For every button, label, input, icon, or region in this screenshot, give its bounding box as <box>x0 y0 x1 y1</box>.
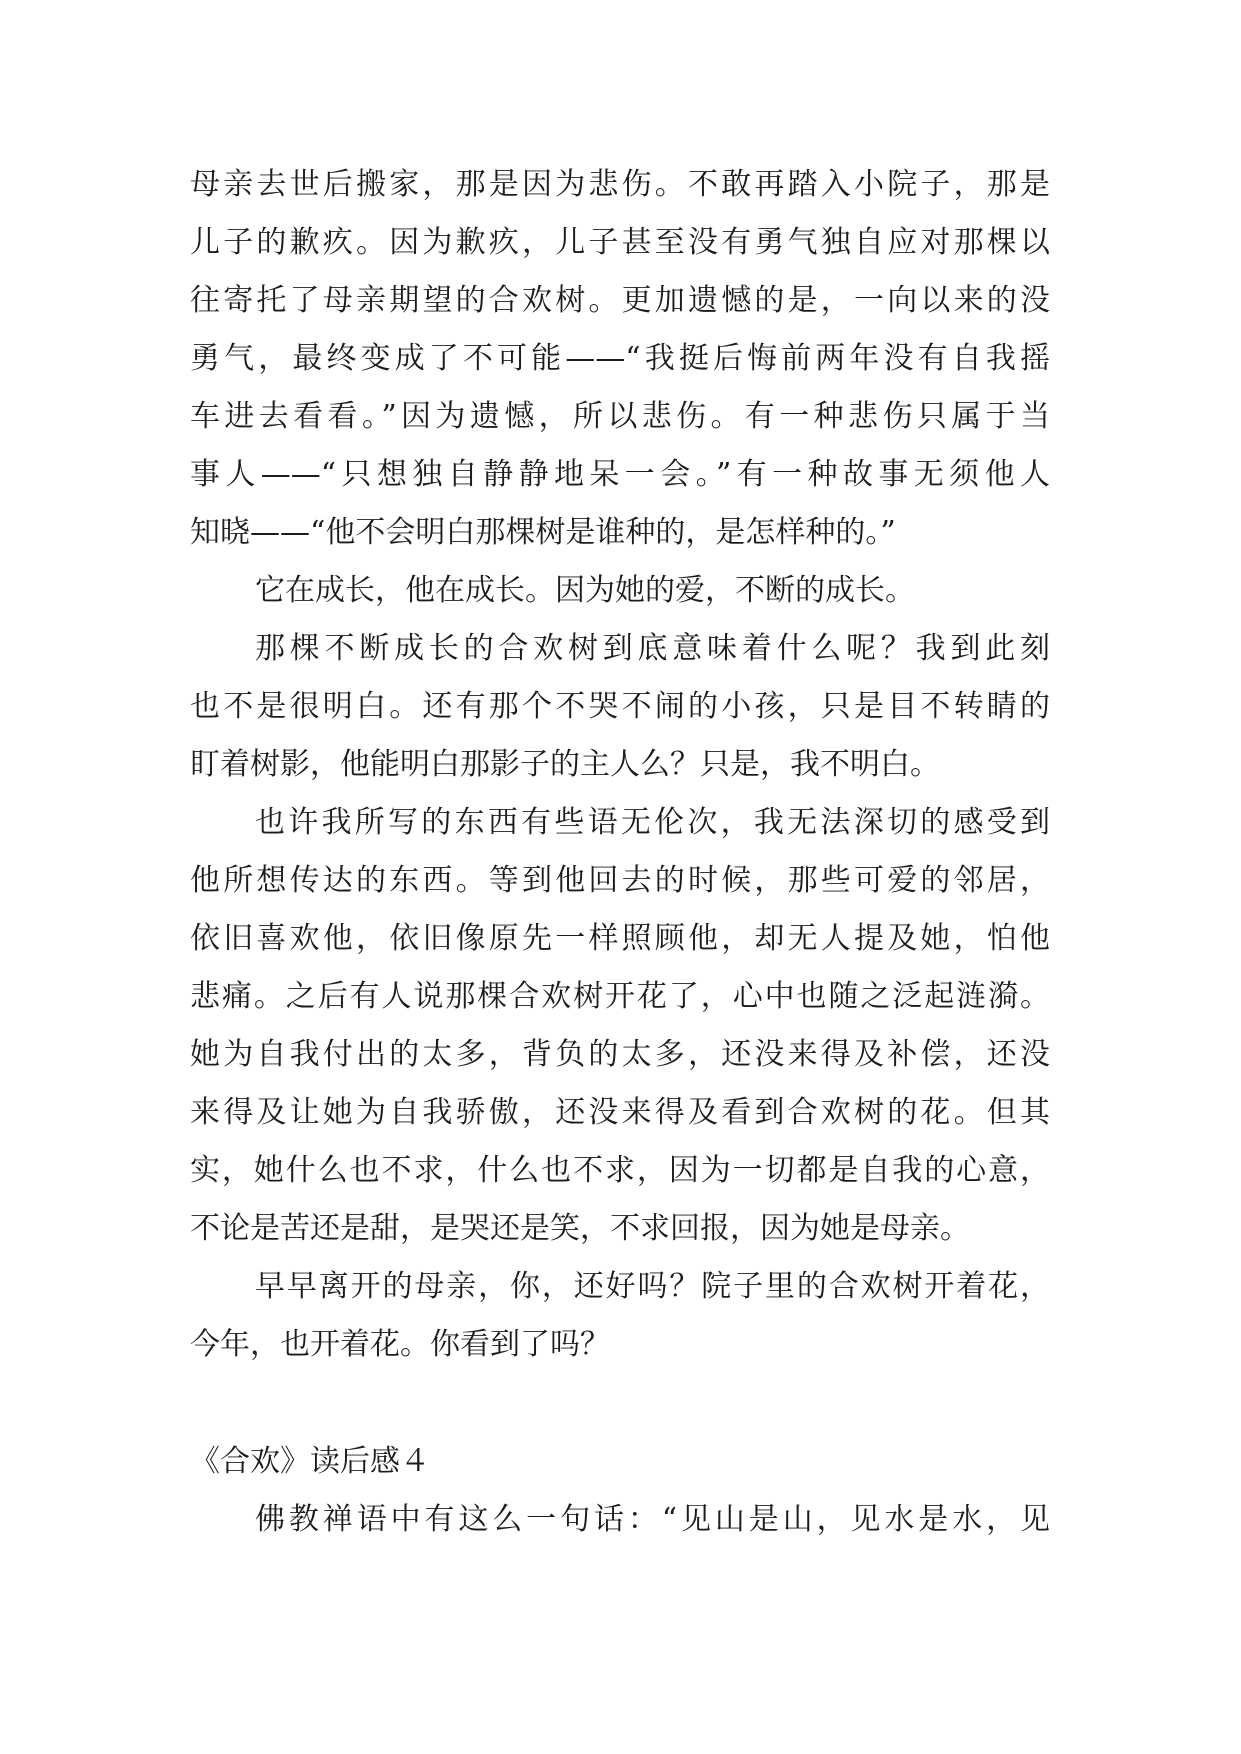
text-line: 母亲去世后搬家，那是因为悲伤。不敢再踏入小院子，那是 <box>190 167 1050 202</box>
text-line: 来得及让她为自我骄傲，还没来得及看到合欢树的花。但其 <box>190 1095 1050 1130</box>
text-line: 勇气，最终变成了不可能——“我挺后悔前两年没有自我摇 <box>190 341 1050 376</box>
paragraph-line: 它在成长，他在成长。因为她的爱，不断的成长。 <box>255 573 915 608</box>
text-line: 他所想传达的东西。等到他回去的时候，那些可爱的邻居， <box>190 863 1050 898</box>
text-line: 往寄托了母亲期望的合欢树。更加遗憾的是，一向以来的没 <box>190 283 1050 318</box>
text-line: 悲痛。之后有人说那棵合欢树开花了，心中也随之泛起涟漪。 <box>190 979 1050 1014</box>
section-heading: 《合欢》读后感４ <box>190 1444 430 1479</box>
text-line: 实，她什么也不求，什么也不求，因为一切都是自我的心意， <box>190 1153 1050 1188</box>
text-line: 事人——“只想独自静静地呆一会。”有一种故事无须他人 <box>190 457 1050 492</box>
text-line: 不论是苦还是甜，是哭还是笑，不求回报，因为她是母亲。 <box>190 1211 970 1246</box>
paragraph-line: 那棵不断成长的合欢树到底意味着什么呢？我到此刻 <box>255 631 1050 666</box>
paragraph-line: 佛教禅语中有这么一句话：“见山是山，见水是水，见 <box>255 1502 1050 1537</box>
text-line: 知晓——“他不会明白那棵树是谁种的，是怎样种的。” <box>190 515 896 550</box>
text-line: 依旧喜欢他，依旧像原先一样照顾他，却无人提及她，怕他 <box>190 921 1050 956</box>
paragraph-line: 早早离开的母亲，你，还好吗？院子里的合欢树开着花， <box>255 1269 1050 1304</box>
paragraph-line: 也许我所写的东西有些语无伦次，我无法深切的感受到 <box>255 805 1050 840</box>
text-line: 也不是很明白。还有那个不哭不闹的小孩，只是目不转睛的 <box>190 689 1050 724</box>
text-line: 盯着树影，他能明白那影子的主人么？只是，我不明白。 <box>190 747 940 782</box>
text-line: 车进去看看。”因为遗憾，所以悲伤。有一种悲伤只属于当 <box>190 399 1050 434</box>
text-line: 儿子的歉疚。因为歉疚，儿子甚至没有勇气独自应对那棵以 <box>190 225 1050 260</box>
text-line: 她为自我付出的太多，背负的太多，还没来得及补偿，还没 <box>190 1037 1050 1072</box>
text-line: 今年，也开着花。你看到了吗？ <box>190 1327 610 1362</box>
